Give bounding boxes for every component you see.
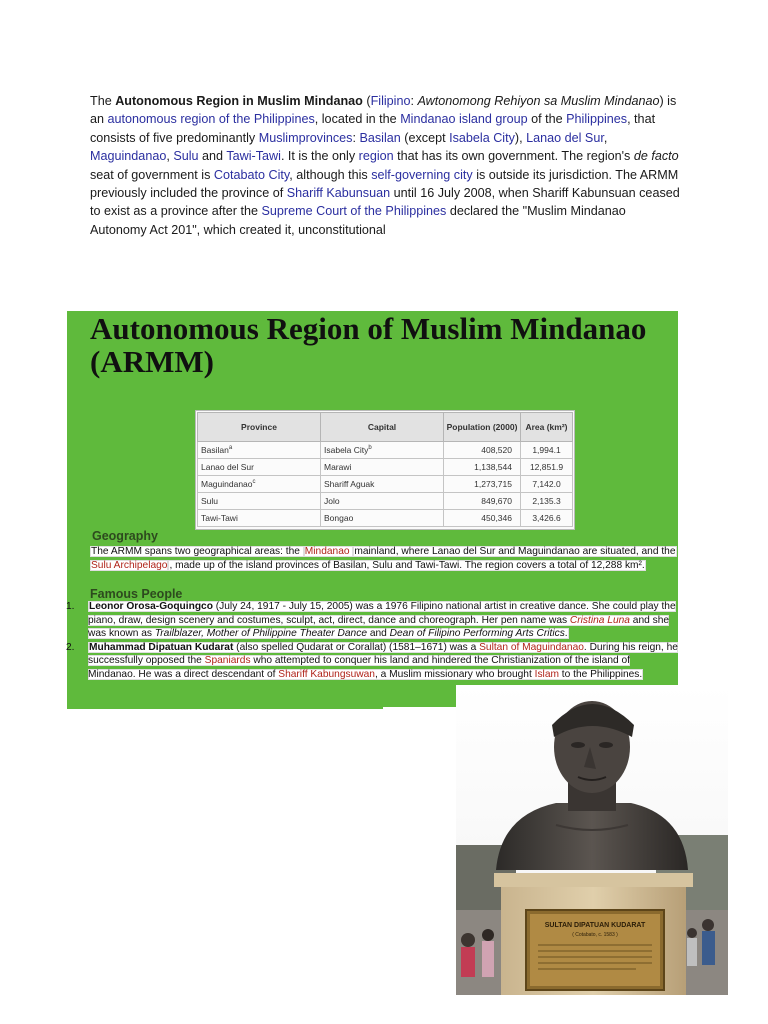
title-italic: Trailblazer, Mother of Philippine Theater Dance — [154, 628, 367, 640]
cell-population: 450,346 — [444, 510, 521, 527]
intro-link[interactable]: Muslimprovinces — [258, 130, 353, 145]
person-bio-text: . — [564, 628, 568, 640]
intro-text: . It is the only — [280, 149, 359, 164]
cell-province — [198, 442, 321, 459]
col-capital: Capital — [321, 413, 444, 442]
intro-link[interactable]: Basilan — [359, 130, 401, 145]
cell-capital — [321, 442, 444, 459]
person-bio-text: to the Philippines. — [558, 668, 643, 680]
intro-text: , although this — [289, 167, 372, 182]
geo-text-2: mainland, where Lanao del Sur and Maguindanao are situated, and the — [354, 546, 676, 557]
person-name: Leonor Orosa-Goquingco — [89, 601, 213, 612]
kudarat-bust-photo — [456, 685, 728, 995]
cell-capital — [321, 493, 444, 510]
cell-population: 1,273,715 — [444, 476, 521, 493]
intro-link[interactable]: Cotabato City — [213, 167, 290, 182]
person-bio-text: and she was known as — [88, 614, 670, 640]
person-bio-text: , a Muslim missionary who brought — [374, 668, 535, 680]
intro-text: declared the "Muslim Mindanao Autonomy Act 201", which created it, unconstitutional — [90, 204, 626, 237]
intro-link[interactable]: Sulu — [173, 149, 199, 164]
islam-link[interactable]: Islam — [534, 668, 559, 680]
intro-text: until 16 July 2008, when Shariff Kabunsuan ceased to exist as a province after the — [90, 186, 680, 219]
capital-name: Jolo — [324, 496, 340, 506]
person-bio-text: . During his reign, he successfully opposed the — [88, 641, 678, 667]
geography-paragraph — [90, 545, 682, 572]
list-item — [66, 600, 680, 641]
geo-text-3: , made up of the island provinces of Basilan, Sulu and Tawi-Tawi. The region covers a total of 12,288 km². — [169, 559, 645, 571]
intro-text: : — [352, 130, 360, 145]
col-area: Area (km²) — [521, 413, 573, 442]
cell-province — [198, 476, 321, 493]
plaque-title: SULTAN DIPATUAN KUDARAT — [544, 922, 646, 929]
cell-area: 2,135.3 — [521, 493, 573, 510]
cell-population: 849,670 — [444, 493, 521, 510]
person-name: Muhammad Dipatuan Kudarat — [89, 641, 234, 653]
province-name: Tawi-Tawi — [201, 513, 238, 523]
person-bio-text: and — [366, 628, 390, 640]
cell-area: 1,994.1 — [521, 442, 573, 459]
province-table-image — [195, 410, 575, 530]
intro-text: is outside its jurisdiction. The ARMM previously included the province of — [90, 167, 679, 201]
list-number: 2. — [66, 641, 75, 653]
intro-text: , — [166, 149, 174, 164]
person-bio-text: (also spelled Qudarat or Corallat) (1581–1671) was a — [233, 641, 480, 653]
capital-name: Bongao — [324, 513, 354, 523]
spaniards-link[interactable]: Spaniards — [204, 655, 251, 667]
cell-area: 7,142.0 — [521, 476, 573, 493]
list-number: 1. — [66, 601, 75, 612]
sultan-link[interactable]: Sultan of Maguindanao — [479, 641, 584, 653]
shariff-link[interactable]: Shariff Kabungsuwan — [278, 668, 375, 680]
intro-text: , — [603, 130, 608, 145]
table-row — [198, 493, 573, 510]
intro-link[interactable]: Tawi-Tawi — [226, 149, 281, 164]
person-bio-text: (July 24, 1917 - July 15, 2005) was a 1976 Filipino national artist in creative dance. She could play the piano, draw, design scenery and costumes, sculpt, act, direct, dance and choreograph. Her pen name was — [88, 601, 676, 626]
intro-link[interactable]: Mindanao island group — [400, 112, 528, 127]
title-italic: Dean of Filipino Performing Arts Critics — [389, 628, 565, 640]
intro-text: , that consists of five predominantly — [90, 112, 656, 145]
col-population: Population (2000) — [444, 413, 521, 442]
table-row — [198, 476, 573, 493]
armm-section-background-tail — [67, 695, 383, 709]
footnote-mark: b — [368, 445, 372, 452]
cell-population: 408,520 — [444, 442, 521, 459]
province-name: Basilan — [201, 445, 229, 455]
intro-text: ) is an — [90, 94, 677, 127]
intro-link[interactable]: Isabela City — [449, 130, 515, 145]
geo-text-1: The ARMM spans two geographical areas: the — [91, 546, 303, 557]
intro-link[interactable]: Lanao del Sur — [526, 130, 604, 145]
mindanao-link[interactable]: Mindanao — [304, 546, 353, 557]
sulu-archipelago-link[interactable]: Sulu Archipelago — [91, 559, 168, 571]
famous-people-heading: Famous People — [90, 587, 183, 601]
capital-name: Isabela City — [324, 445, 369, 455]
intro-link[interactable]: Philippines — [566, 112, 628, 127]
province-table — [197, 412, 573, 527]
table-row — [198, 459, 573, 476]
intro-text: and — [198, 149, 227, 164]
cell-capital — [321, 510, 444, 527]
cell-province — [198, 459, 321, 476]
intro-text: ), — [514, 130, 527, 145]
table-row — [198, 442, 573, 459]
famous-people-list — [66, 600, 680, 682]
intro-link[interactable]: autonomous region of the Philippines — [107, 112, 315, 127]
intro-text: , located in the — [314, 112, 401, 127]
intro-text: ( — [362, 94, 371, 108]
cell-capital — [321, 459, 444, 476]
cell-province — [198, 493, 321, 510]
intro-text: The — [90, 94, 116, 108]
intro-link[interactable]: region — [358, 149, 394, 164]
province-name: Sulu — [201, 496, 219, 506]
intro-paragraph — [90, 92, 680, 239]
person-bio-text: who attempted to conquer his land and hindered the Christianization of the island of Mindanao. He was a direct descendant of — [88, 655, 630, 680]
intro-link[interactable]: Filipino — [370, 94, 411, 108]
cell-area: 12,851.9 — [521, 459, 573, 476]
pen-name-link[interactable]: Cristina Luna — [569, 614, 630, 626]
intro-link[interactable]: Shariff Kabunsuan — [286, 186, 391, 201]
cell-population: 1,138,544 — [444, 459, 521, 476]
intro-italic: Awtonomong Rehiyon sa Muslim Mindanao — [417, 94, 660, 108]
plaque-subtitle: ( Cotabato, c. 1583 ) — [572, 932, 618, 938]
geography-heading: Geography — [92, 529, 158, 543]
footnote-mark: c — [252, 479, 256, 486]
col-province: Province — [198, 413, 321, 442]
footnote-mark: a — [228, 445, 233, 452]
cell-area: 3,426.6 — [521, 510, 573, 527]
capital-name: Marawi — [324, 462, 352, 472]
intro-link[interactable]: self-governing city — [371, 167, 473, 182]
intro-link[interactable]: Maguindanao — [90, 149, 167, 164]
list-item — [66, 641, 680, 682]
intro-text: (except — [400, 130, 450, 145]
intro-text: that has its own government. The region's — [393, 149, 634, 164]
capital-name: Shariff Aguak — [324, 479, 375, 489]
intro-italic: de facto — [633, 149, 679, 164]
intro-link[interactable]: Supreme Court of the Philippines — [261, 204, 447, 219]
province-name: Maguindanao — [201, 479, 253, 489]
intro-bold: Autonomous Region in Muslim Mindanao — [115, 94, 363, 108]
section-title: Autonomous Region of Muslim Mindanao (ARMM) — [90, 311, 647, 379]
cell-province — [198, 510, 321, 527]
table-row — [198, 510, 573, 527]
intro-text: of the — [527, 112, 567, 127]
intro-text: : — [410, 94, 418, 108]
province-name: Lanao del Sur — [201, 462, 254, 472]
intro-text: seat of government is — [90, 167, 214, 182]
cell-capital — [321, 476, 444, 493]
